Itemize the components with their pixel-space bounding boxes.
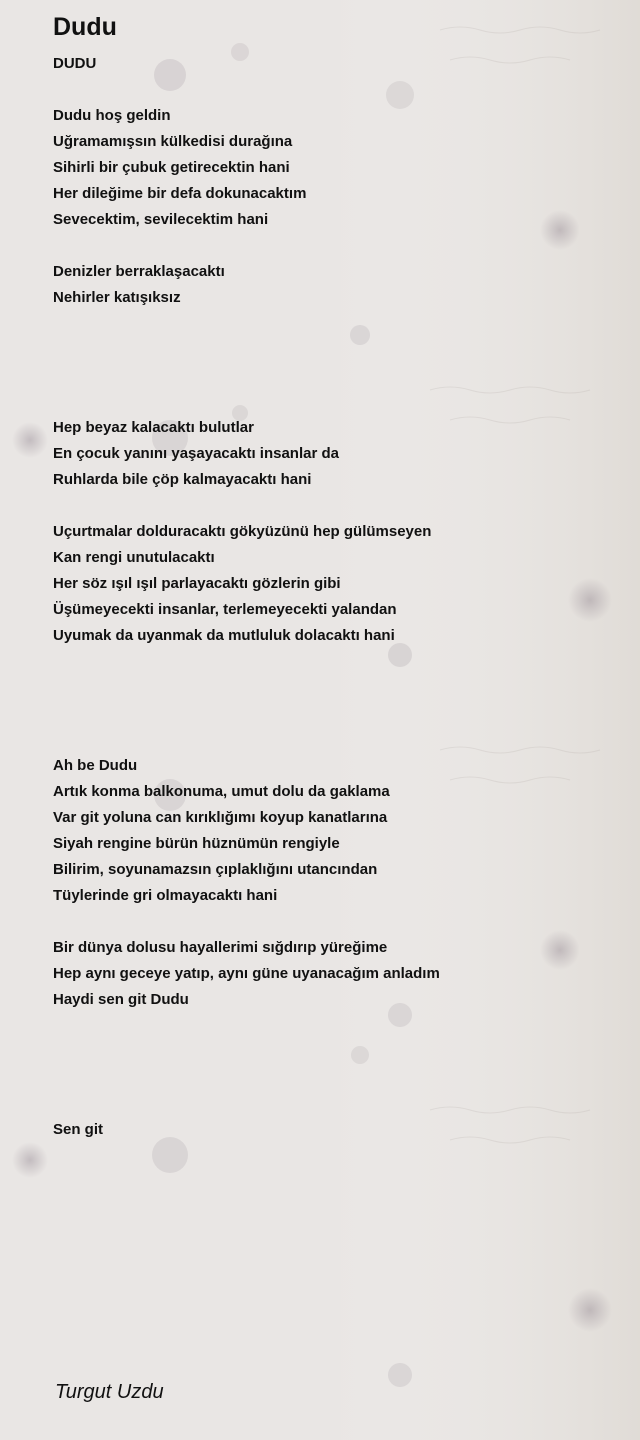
poem-line: Sen git <box>53 1121 104 1138</box>
poem-line: Siyah rengine bürün hüznümün rengiyle <box>53 835 340 852</box>
poem-blank-line <box>53 77 613 103</box>
poem-blank-line <box>53 233 613 259</box>
poem-blank-line <box>53 493 613 519</box>
poem-line: Tüylerinde gri olmayacaktı hani <box>53 887 278 904</box>
poem-title: Dudu <box>53 13 117 41</box>
poem-line: Bir dünya dolusu hayallerimi sığdırıp yüreğime <box>53 939 388 956</box>
poem-blank-line <box>53 363 613 389</box>
poem-blank-line <box>53 1013 613 1039</box>
poem-line: Sihirli bir çubuk getirecektin hani <box>53 159 290 176</box>
poem-line: Hep aynı geceye yatıp, aynı güne uyanacağım anladım <box>53 965 440 982</box>
poem-line: Var git yoluna can kırıklığımı koyup kanatlarına <box>53 809 388 826</box>
poem-blank-line <box>53 1065 613 1091</box>
poem-line: DUDU <box>53 55 97 72</box>
poem-line: Ruhlarda bile çöp kalmayacaktı hani <box>53 471 312 488</box>
poem-line: Kan rengi unutulacaktı <box>53 549 215 566</box>
poem-blank-line <box>53 701 613 727</box>
poem-line: Hep beyaz kalacaktı bulutlar <box>53 419 254 436</box>
poem-line: Uğramamışsın külkedisi durağına <box>53 133 293 150</box>
poem-line: En çocuk yanını yaşayacaktı insanlar da <box>53 445 339 462</box>
poem-line: Üşümeyecekti insanlar, terlemeyecekti yalandan <box>53 601 397 618</box>
poem-blank-line <box>53 1039 613 1065</box>
poem-line: Denizler berraklaşacaktı <box>53 263 225 280</box>
poem-line: Ah be Dudu <box>53 757 138 774</box>
poem-line: Bilirim, soyunamazsın çıplaklığını utancından <box>53 861 378 878</box>
poem-line: Dudu hoş geldin <box>53 107 171 124</box>
poem-blank-line <box>53 727 613 753</box>
poem-blank-line <box>53 675 613 701</box>
poem-line: Her söz ışıl ışıl parlayacaktı gözlerin gibi <box>53 575 341 592</box>
poem-blank-line <box>53 337 613 363</box>
poem-blank-line <box>53 389 613 415</box>
poem-author: Turgut Uzdu <box>55 1381 164 1403</box>
poem-line: Sevecektim, sevilecektim hani <box>53 211 269 228</box>
poem-blank-line <box>53 909 613 935</box>
poem-blank-line <box>53 649 613 675</box>
poem-blank-line <box>53 311 613 337</box>
poem-line: Artık konma balkonuma, umut dolu da gaklama <box>53 783 390 800</box>
poem-blank-line <box>53 1091 613 1117</box>
poem-line: Haydi sen git Dudu <box>53 991 189 1008</box>
poem-line: Uçurtmalar dolduracaktı gökyüzünü hep gülümseyen <box>53 523 432 540</box>
poem-line: Her dileğime bir defa dokunacaktım <box>53 185 307 202</box>
poem-body <box>53 51 613 1143</box>
poem-line: Uyumak da uyanmak da mutluluk dolacaktı hani <box>53 627 395 644</box>
poem-line: Nehirler katışıksız <box>53 289 181 306</box>
